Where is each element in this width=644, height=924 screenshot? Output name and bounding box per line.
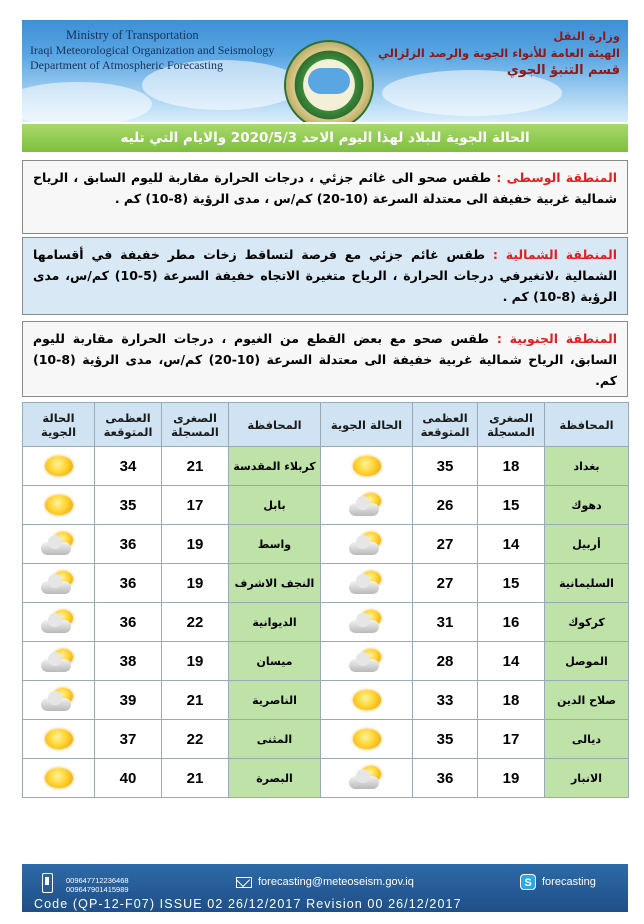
min-temp-cell: 16	[478, 603, 545, 642]
max-temp-cell: 37	[95, 720, 162, 759]
max-temp-cell: 27	[413, 525, 478, 564]
phone-numbers	[66, 876, 129, 894]
weather-cell	[321, 681, 413, 720]
sun-icon	[39, 493, 79, 517]
min-temp-cell: 18	[478, 681, 545, 720]
table-row	[23, 486, 629, 525]
min-temp-cell: 14	[478, 642, 545, 681]
footer-bar	[22, 864, 628, 912]
header-banner	[22, 20, 628, 122]
min-temp-cell: 21	[162, 681, 229, 720]
min-temp-cell: 15	[478, 486, 545, 525]
table-row	[23, 681, 629, 720]
phone-icon	[42, 873, 53, 893]
partly-cloudy-icon	[39, 610, 79, 634]
ministry-name: Ministry of Transportation	[66, 28, 199, 42]
partly-cloudy-icon	[347, 571, 387, 595]
weather-cell	[321, 603, 413, 642]
weather-cell	[23, 681, 95, 720]
document-code: Code (QP-12-F07) ISSUE 02 26/12/2017 Revision 00 26/12/2017	[34, 897, 462, 911]
header-weather-left: الحالة الجوية	[23, 403, 95, 447]
weather-cell	[321, 486, 413, 525]
governorate-cell: الديوانية	[229, 603, 321, 642]
max-temp-cell: 34	[95, 447, 162, 486]
region-text: طقس صحو مع بعض القطع من الغيوم ، درجات الحرارة مقاربة لليوم السابق، الرياح شمالية غربية خفيفة الى معتدلة السرعة (10-20) كم/س، مدى الرؤية (8-10) كم.	[33, 331, 617, 388]
forecast-title: الحالة الجوية للبلاد لهذا اليوم الاحد 2020/5/3 والايام التي تليه	[22, 122, 628, 152]
region-north	[22, 237, 628, 315]
max-temp-cell: 36	[95, 603, 162, 642]
governorate-cell: النجف الاشرف	[229, 564, 321, 603]
header-min-left: الصغرى المسجلة	[162, 403, 229, 447]
banner-cloud	[22, 82, 152, 122]
governorate-cell: المثنى	[229, 720, 321, 759]
header-gov-right: المحافظة	[545, 403, 629, 447]
table-row	[23, 447, 629, 486]
table-row	[23, 759, 629, 798]
weather-cell	[23, 486, 95, 525]
max-temp-cell: 28	[413, 642, 478, 681]
max-temp-cell: 35	[413, 447, 478, 486]
region-south	[22, 321, 628, 397]
weather-cell	[321, 525, 413, 564]
partly-cloudy-icon	[39, 532, 79, 556]
governorate-cell: البصرة	[229, 759, 321, 798]
table-row	[23, 642, 629, 681]
skype-contact[interactable]	[520, 874, 596, 890]
partly-cloudy-icon	[347, 532, 387, 556]
table-row	[23, 564, 629, 603]
min-temp-cell: 17	[162, 486, 229, 525]
header-english-text	[30, 28, 274, 73]
governorate-cell: كركوك	[545, 603, 629, 642]
weather-cell	[23, 720, 95, 759]
governorate-cell: السليمانية	[545, 564, 629, 603]
region-name: المنطقة الجنوبية :	[496, 331, 617, 346]
sun-icon	[39, 766, 79, 790]
weather-cell	[23, 603, 95, 642]
weather-cell	[23, 447, 95, 486]
phone-number: 009647712236468	[66, 876, 129, 885]
region-central	[22, 160, 628, 234]
min-temp-cell: 21	[162, 759, 229, 798]
organization-name: Iraqi Meteorological Organization and Seismology	[30, 43, 275, 57]
governorate-cell: واسط	[229, 525, 321, 564]
max-temp-cell: 40	[95, 759, 162, 798]
governorate-cell: ميسان	[229, 642, 321, 681]
phone-number: 009647901415989	[66, 885, 129, 894]
table-row	[23, 603, 629, 642]
partly-cloudy-icon	[39, 649, 79, 673]
header-gov-left: المحافظة	[229, 403, 321, 447]
governorate-cell: كربلاء المقدسة	[229, 447, 321, 486]
partly-cloudy-icon	[39, 571, 79, 595]
region-name: المنطقة الوسطى :	[496, 170, 617, 185]
ministry-name-ar: وزارة النقل	[553, 29, 620, 43]
max-temp-cell: 26	[413, 486, 478, 525]
partly-cloudy-icon	[39, 688, 79, 712]
skype-handle[interactable]: forecasting	[542, 876, 596, 888]
department-name-ar: قسم التنبؤ الجوي	[506, 63, 620, 78]
governorate-cell: أربيل	[545, 525, 629, 564]
max-temp-cell: 33	[413, 681, 478, 720]
governorate-cell: بابل	[229, 486, 321, 525]
organization-logo	[286, 42, 372, 122]
governorate-cell: ديالى	[545, 720, 629, 759]
table-row	[23, 720, 629, 759]
max-temp-cell: 36	[95, 564, 162, 603]
weather-cell	[23, 642, 95, 681]
partly-cloudy-icon	[347, 610, 387, 634]
weather-cell	[321, 720, 413, 759]
partly-cloudy-icon	[347, 493, 387, 517]
governorate-cell: الناصرية	[229, 681, 321, 720]
weather-cell	[23, 564, 95, 603]
governorate-cell: بغداد	[545, 447, 629, 486]
min-temp-cell: 14	[478, 525, 545, 564]
department-name: Department of Atmospheric Forecasting	[30, 58, 223, 72]
header-weather-right: الحالة الجوية	[321, 403, 413, 447]
region-name: المنطقة الشمالية :	[492, 247, 617, 262]
partly-cloudy-icon	[347, 649, 387, 673]
max-temp-cell: 36	[413, 759, 478, 798]
table-row	[23, 525, 629, 564]
sun-icon	[347, 688, 387, 712]
sun-icon	[39, 727, 79, 751]
envelope-icon	[236, 877, 252, 888]
min-temp-cell: 22	[162, 603, 229, 642]
max-temp-cell: 31	[413, 603, 478, 642]
min-temp-cell: 18	[478, 447, 545, 486]
weather-cell	[23, 759, 95, 798]
governorate-cell: صلاح الدين	[545, 681, 629, 720]
max-temp-cell: 35	[413, 720, 478, 759]
max-temp-cell: 36	[95, 525, 162, 564]
temperature-table	[22, 402, 629, 798]
header-min-right: الصغرى المسجلة	[478, 403, 545, 447]
weather-cell	[321, 642, 413, 681]
logo-cloud-emblem	[308, 68, 350, 94]
email-contact[interactable]	[236, 876, 414, 888]
min-temp-cell: 19	[478, 759, 545, 798]
weather-cell	[321, 759, 413, 798]
governorate-cell: دهوك	[545, 486, 629, 525]
sun-icon	[347, 727, 387, 751]
governorate-cell: الموصل	[545, 642, 629, 681]
weather-cell	[23, 525, 95, 564]
max-temp-cell: 35	[95, 486, 162, 525]
governorate-cell: الانبار	[545, 759, 629, 798]
partly-cloudy-icon	[347, 766, 387, 790]
sun-icon	[39, 454, 79, 478]
sun-icon	[347, 454, 387, 478]
min-temp-cell: 22	[162, 720, 229, 759]
skype-icon: S	[520, 874, 536, 890]
region-text: طقس غائم جزئي مع فرصة لتساقط زخات مطر خفيفة في أقسامها الشمالية ،لاتغيرفي درجات الحرارة ، الرياح متغيرة الاتجاه خفيفة السرعة (5-10) كم/س، مدى الرؤية (8-10) كم .	[33, 247, 618, 304]
header-arabic-text	[378, 28, 620, 79]
weather-cell	[321, 447, 413, 486]
max-temp-cell: 39	[95, 681, 162, 720]
min-temp-cell: 17	[478, 720, 545, 759]
weather-cell	[321, 564, 413, 603]
min-temp-cell: 19	[162, 564, 229, 603]
min-temp-cell: 21	[162, 447, 229, 486]
email-address[interactable]: forecasting@meteoseism.gov.iq	[258, 876, 414, 888]
min-temp-cell: 19	[162, 642, 229, 681]
header-max-right: العظمى المتوقعة	[413, 403, 478, 447]
region-text: طقس صحو الى غائم جزئي ، درجات الحرارة مقاربة لليوم السابق ، الرياح شمالية غربية خفيفة الى معتدلة السرعة (10-20) كم/س ، مدى الرؤية (8-10) كم .	[33, 170, 617, 206]
table-header-row	[23, 403, 629, 447]
min-temp-cell: 15	[478, 564, 545, 603]
min-temp-cell: 19	[162, 525, 229, 564]
organization-name-ar: الهيئة العامة للأنواء الجوية والرصد الزلزالي	[378, 46, 620, 60]
max-temp-cell: 27	[413, 564, 478, 603]
header-max-left: العظمى المتوقعة	[95, 403, 162, 447]
max-temp-cell: 38	[95, 642, 162, 681]
